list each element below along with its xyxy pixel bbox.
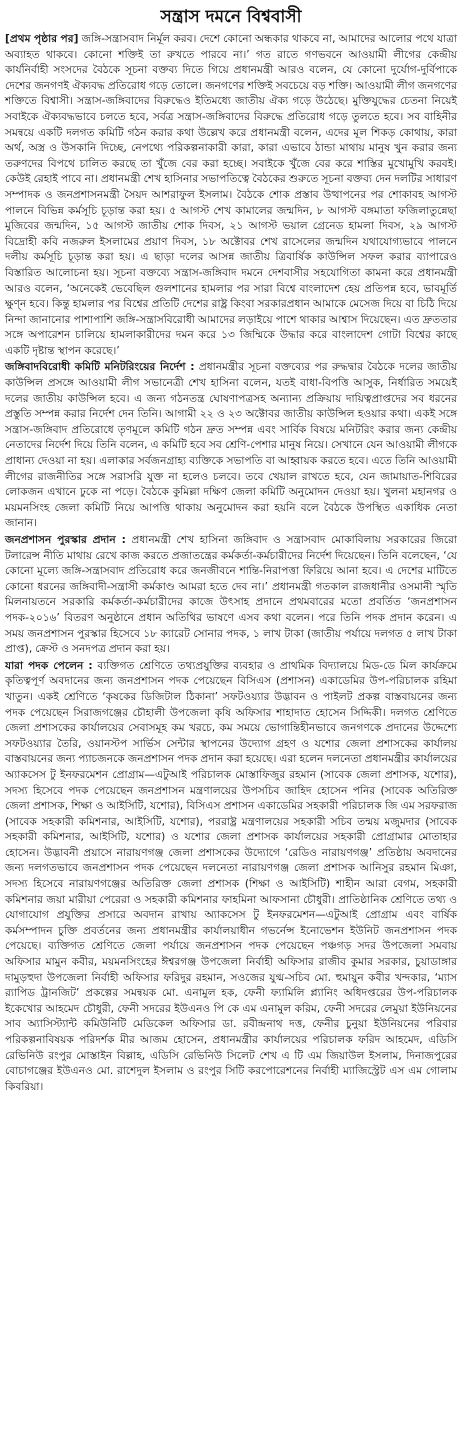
paragraph-text: প্রধানমন্ত্রীর সূচনা বক্তব্যের পর রুদ্ধদ্বার বৈঠকে দলের জাতীয় কাউন্সিল প্রসঙ্গে আওয়ামী লীগ সভানেত্রী শেখ হাসিনা বলেন, যতই বাধা-বিপত্তি আসুক, নির্ধারিত সময়েই দলের জাতীয় কাউন্সিল হবে। এ জন্য গঠনতন্ত্র ঘোষণাপত্রসহ অন্যান্য প্রক্রিয়ায় দায়িত্বপ্রাপ্তদের সব ধরনের প্রস্তুতি সম্পন্ন করার নির্দেশ দেন তিনি। আগামী ২২ ও ২৩ অক্টোবর জাতীয় কাউন্সিল হওয়ার কথা। একই সঙ্গে সন্ত্রাস-জঙ্গিবাদ প্রতিরোধে তৃণমূলে কমিটি গঠন দ্রুত সম্পন্ন এবং সার্বিক বিষয়ে মনিটরিং করার জন্য কেন্দ্রীয় নেতাদের নির্দেশ দিয়ে তিনি বলেন, এ কমিটি হবে সব শ্রেণি-পেশার মানুষ নিয়ে। সেখানে যেন আওয়ামী লীগকে প্রাধান্য দেওয়া না হয়। এলাকার সর্বজনগ্রাহ্য ব্যক্তিকে সভাপতি বা আহ্বায়ক করতে হবে। এতে তিনি আওয়ামী লীগের রাজনীতির সঙ্গে সরাসরি যুক্ত না হলেও চলবে। তবে খেয়াল রাখতে হবে, যেন জামায়াত-শিবিরের লোকজন এখানে ঢুকে না পড়ে। বৈঠকে কুমিল্লা দক্ষিণ জেলা কমিটি অনুমোদন দেওয়া হয়। খুলনা মহানগর ও ময়মনসিংহ জেলা কমিটি নিয়ে আপত্তি থাকায় অনুমোদন করা হয়নি বলে বৈঠকে উপস্থিত একাধিক নেতা জানান। [5, 361, 457, 530]
paragraph-monitoring [5, 360, 457, 532]
subhead-award: জনপ্রশাসন পুরস্কার প্রদান : [5, 534, 126, 546]
paragraph-text: জঙ্গি-সন্ত্রাসবাদ নির্মূল করব। দেশে কোনো অন্ধকার থাকবে না, আমাদের আলোর পথে যাত্রা অব্যাহত থাকবে। কোনো শক্তিই তা রুখতে পারবে না।’ গত রাতে গণভবনে আওয়ামী লীগের কেন্দ্রীয় কার্যনির্বাহী সংসদের বৈঠকে সূচনা বক্তব্য দিতে গিয়ে প্রধানমন্ত্রী আরও বলেন, যে কোনো দুর্যোগ-দুর্বিপাকে দেশের জনগণই ঐক্যবদ্ধ প্রতিরোধ গড়ে তোলে। জনগণের শক্তিই সবচেয়ে বড় শক্তি। আওয়ামী লীগ জনগণের শক্তিতে বিশ্বাসী। সন্ত্রাস-জঙ্গিবাদের বিরুদ্ধেও ইতিমধ্যে জাতীয় ঐক্য গড়ে উঠেছে। মুক্তিযুদ্ধের চেতনা নিয়েই সবাইকে ঐক্যবদ্ধভাবে চলতে হবে, সর্বত্র সন্ত্রাস-জঙ্গিবাদের বিরুদ্ধে প্রতিরোধ গড়ে তুলতে হবে। সব বাহিনীর সমন্বয়ে একটি দলগত কমিটি গঠন করার কথা উল্লেখ করে প্রধানমন্ত্রী বলেন, এদের মূল শিকড় কোথায়, কারা অর্থ, অস্ত্র ও উসকানি দিচ্ছে, নেপথ্যে পরিকল্পনাকারী কারা, কারা এভাবে ঠান্ডা মাথায় মানুষ খুন করার জন্য তরুণদের বিপথে চালিত করছে তা খুঁজে বের করা হচ্ছে। সবাইকে খুঁজে বের করে শাস্তির মুখোমুখি করবই। কেউই রেহাই পাবে না। প্রধানমন্ত্রী শেখ হাসিনার সভাপতিত্বে বৈঠকের শুরুতে সূচনা বক্তব্য দেন দলটির সাধারণ সম্পাদক ও জনপ্রশাসনমন্ত্রী সৈয়দ আশরাফুল ইসলাম। বৈঠকে শোক প্রস্তাব উত্থাপনের পর শোকাবহ আগস্ট পালনে বিভিন্ন কর্মসূচি চূড়ান্ত করা হয়। ৫ আগস্ট শেখ কামালের জন্মদিন, ৮ আগস্ট বঙ্গমাতা ফজিলাতুন্নেছা মুজিবের জন্মদিন, ১৫ আগস্ট জাতীয় শোক দিবস, ২১ আগস্ট ভয়াল গ্রেনেড হামলা দিবস, ২৯ আগস্ট বিদ্রোহী কবি নজরুল ইসলামের প্রয়াণ দিবস, ১৮ অক্টোবর শেখ রাসেলের জন্মদিন যথাযোগ্যভাবে পালনে দলীয় কর্মসূচি চূড়ান্ত করা হয়। এ ছাড়া দলের আসন্ন জাতীয় ত্রিবার্ষিক কাউন্সিল সফল করার ব্যাপারেও বিস্তারিত আলোচনা হয়। সূচনা বক্তব্যে সন্ত্রাস-জঙ্গিবাদ দমনে দেশবাসীর সহযোগিতা কামনা করে প্রধানমন্ত্রী আরও বলেন, ‘অনেকেই ভেবেছিল গুলশানের হামলার পর সারা বিশ্বে বাংলাদেশ হেয় প্রতিপন্ন হবে, ভাবমূর্তি ক্ষুণ্ন হবে। কিন্তু হামলার পর বিশ্বের প্রতিটি দেশের রাষ্ট্র কিংবা সরকারপ্রধান আমাকে মেসেজ দিয়ে বা চিঠি দিয়ে নিন্দা জানানোর পাশাপাশি জঙ্গি-সন্ত্রাসবিরোধী আমাদের লড়াইয়ে পাশে থাকার আশ্বাস দিয়েছেন। এত দ্রুততার সঙ্গে অপারেশন চালিয়ে হামলাকারীদের দমন করে ১৩ জিম্মিকে উদ্ধার করে বাংলাদেশ গোটা বিশ্বের কাছে একটি দৃষ্টান্ত স্থাপন করেছে।’ [5, 33, 458, 357]
paragraph-intro [5, 32, 457, 359]
paragraph-award [5, 533, 457, 658]
continued-label: [প্রথম পৃষ্ঠার পর] [5, 33, 79, 45]
subhead-monitoring: জঙ্গিবাদবিরোধী কমিটি মনিটরিংয়ের নির্দেশ : [5, 361, 195, 374]
paragraph-text: ব্যক্তিগত শ্রেণিতে তথ্যপ্রযুক্তির ব্যবহার ও প্রাথমিক বিদ্যালয়ে মিড-ডে মিল কার্যক্রমে কৃতিত্বপূর্ণ অবদানের জন্য জনপ্রশাসন পদক পেয়েছেন বিসিএস (প্রশাসন) একাডেমির উপ-পরিচালক রহিমা খাতুন। একই শ্রেণিতে ‘কৃষকের ডিজিটাল ঠিকানা’ সফটওয়্যার উদ্ভাবন ও পাইলট প্রকল্প বাস্তবায়নের জন্য পদক পেয়েছেন সিরাজগঞ্জের চৌহালী উপজেলা কৃষি অফিসার শাহাদাত হোসেন সিদ্দিকী। দলগত শ্রেণিতে জেলা প্রশাসকের কার্যালয়ের সেবাসমূহ কম খরচে, কম সময়ে ভোগান্তিহীনভাবে জনগণকে প্রদানের উদ্দেশ্যে সফটওয়্যার তৈরি, ওয়ানস্টপ সার্ভিস সেন্টার স্থাপনের উদ্যোগ গ্রহণ ও যশোর জেলা প্রশাসকের কার্যালয় বাস্তবায়নের জন্য প্যাচজনকে জনপ্রশাসন পদক প্রদান করা হয়েছে। এরা হলেন দলনেতা প্রধানমন্ত্রীর কার্যালয়ের অ্যাকসেস টু ইনফরমেশন প্রোগ্রাম—এটুআই পরিচালক মোস্তাফিজুর রহমান (সাবেক জেলা প্রশাসক, যশোর), সদস্য হিসেবে পদক পেয়েছেন জনপ্রশাসন মন্ত্রণালয়ের উপসচিব জাহিদ হোসেন পনির (সাবেক অতিরিক্ত জেলা প্রশাসক, শিক্ষা ও আইসিটি, যশোর), বিসিএস প্রশাসন একাডেমির সহকারী পরিচালক জি এম সরফরাজ (সাবেক সহকারী কমিশনার, আইসিটি, যশোর), পররাষ্ট্র মন্ত্রণালয়ের সহকারী সচিব তন্ময় মজুমদার (সাবেক সহকারী কমিশনার, আইসিটি, যশোর) ও যশোর জেলা প্রশাসক কার্যালয়ের সহকারী প্রোগ্রামার মোতাহার হোসেন। উদ্ভাবনী প্রয়াসে নারায়ণগঞ্জ জেলা প্রশাসকের উদ্যোগে ‘রেডিও নারায়ণগঞ্জ’ প্রতিষ্ঠায় অবদানের জন্য দলগতভাবে জনপ্রশাসন পদক পেয়েছেন দলনেতা নারায়ণগঞ্জ জেলা প্রশাসক আনিসুর রহমান মিঞা, সদস্য হিসেবে নারায়ণগঞ্জের অতিরিক্ত জেলা প্রশাসক (শিক্ষা ও আইসিটি) শাহীন আরা বেগম, সহকারী কমিশনার জয়া মারীয়া পেরেরা ও সহকারী কমিশনার ফাহমিনা আফসানা চৌধুরী। প্রাতিষ্ঠানিক শ্রেণিতে তথ্য ও যোগাযোগ প্রযুক্তির প্রসারে অবদান রাখায় অ্যাকসেস টু ইনফরমেশন—এটুআই প্রোগ্রাম এবং বার্ষিক কর্মসম্পাদন চুক্তি প্রবর্তনের জন্য প্রধানমন্ত্রীর কার্যালয়াধীন গভর্নেন্স ইনোভেশন ইউনিট জনপ্রশাসন পদক পেয়েছে। ব্যক্তিগত শ্রেণিতে জেলা পর্যায়ে জনপ্রশাসন পদক পেয়েছেন পঞ্চগড় সদর উপজেলা সমবায় অফিসার মামুন কবীর, ময়মনসিংহের ঈশ্বরগঞ্জ উপজেলা নির্বাহী অফিসার রাজীব কুমার সরকার, চুয়াডাঙ্গার দামুড়হুদা উপজেলা নির্বাহী অফিসার ফরিদুর রহমান, সওজের যুগ্ম-সচিব মো. হুমায়ুন কবীর খন্দকার, ‘ম্যাস র‍্যাপিড ট্রানজিট’ প্রকল্পের সমন্বয়ক মো. এনামুল হক, ফেনী ফ্যামিলি প্ল্যানিং অধিদপ্তরের উপ-পরিচালক ইকেখোর আহমেদ চৌধুরী, ফেনী সদরের ইউএনও পি কে এম এনামুল করিম, ফেনী সদরের লেমুয়া ইউনিয়নের সাব অ্যাসিস্ট্যান্ট কমিউনিটি মেডিকেল অফিসার ডা. রবীন্দ্রনাথ দত্ত, ফেনীর চুনুয়া ইউনিয়নের পরিবার পরিকল্পনাবিষয়ক পরিদর্শক মীর আজম হোসেন, প্রধানমন্ত্রীর কার্যালয়ের পরিচালক ফরিদ আহমেদ, এডিসি রেভিনিউ রংপুর মোস্তাইন বিল্লাহ, এডিসি রেভিনিউ সিলেট শেখ এ টি এম জিয়াউল ইসলাম, দিনাজপুরের বোচাগঞ্জের ইউএনও মো. রাশেদুল ইসলাম ও রংপুর সিটি করপোরেশনের নির্বাহী ম্যাজিস্ট্রেট এস এম গোলাম কিবরিয়া। [5, 659, 458, 1093]
subhead-recipients: যারা পদক পেলেন : [5, 659, 93, 672]
headline: সন্ত্রাস দমনে বিশ্ববাসী [160, 7, 302, 27]
paragraph-text: প্রধানমন্ত্রী শেখ হাসিনা জঙ্গিবাদ ও সন্ত্রাসবাদ মোকাবিলায় সরকারের জিরো টলারেন্স নীতি মাথায় রেখে কাজ করতে প্রজাতন্ত্রের কর্মকর্তা-কর্মচারীদের নির্দেশ দিয়েছেন। তিনি বলেছেন, ‘যে কোনো মূল্যে জঙ্গি-সন্ত্রাসবাদ প্রতিরোধ করে জনজীবনে শান্তি-নিরাপত্তা ফিরিয়ে আনা হবে। এ দেশের মাটিতে কোনো ধরনের জঙ্গিবাদী-সন্ত্রাসী কর্মকাণ্ড আমরা হতে দেব না।’ প্রধানমন্ত্রী গতকাল রাজধানীর ওসমানী স্মৃতি মিলনায়তনে সরকারি কর্মকর্তা-কর্মচারীদের কাজে উৎসাহ প্রদানে প্রথমবারের মতো প্রবর্তিত ‘জনপ্রশাসন পদক-২০১৬’ বিতরণ অনুষ্ঠানে প্রধান অতিথির ভাষণে এসব কথা বলেন। পরে তিনি পদক প্রদান করেন। এ সময় জনপ্রশাসন পুরস্কার হিসেবে ১৮ ক্যারেট সোনার পদক, ১ লাখ টাকা (জাতীয় পর্যায়ে দলগত ৫ লাখ টাকা প্রাপ্ত), ক্রেস্ট ও সনদপত্র প্রদান করা হয়। [5, 534, 457, 656]
paragraph-recipients [5, 659, 457, 1096]
